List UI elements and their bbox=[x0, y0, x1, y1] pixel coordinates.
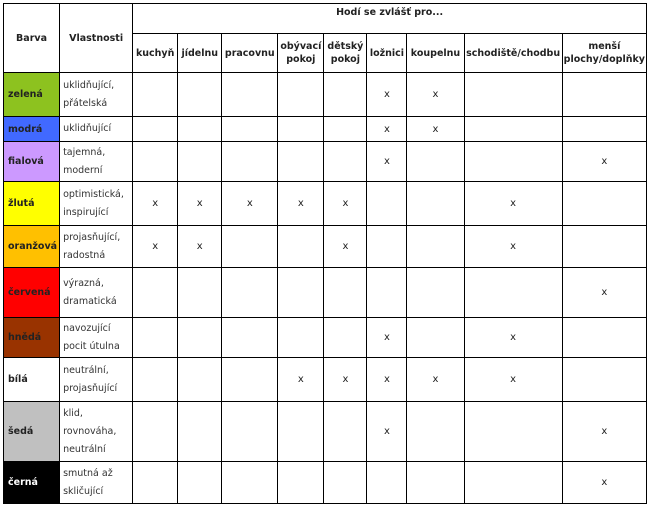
header-room: ložnici bbox=[367, 34, 407, 73]
suitability-cell bbox=[367, 318, 407, 358]
table-row bbox=[4, 402, 647, 462]
suitability-cell bbox=[278, 402, 324, 462]
suitability-cell bbox=[324, 402, 367, 462]
suitability-mark: x bbox=[432, 374, 439, 385]
suitability-cell bbox=[278, 358, 324, 402]
suitability-cell bbox=[407, 142, 464, 182]
suitability-cell bbox=[367, 142, 407, 182]
suitability-cell bbox=[324, 358, 367, 402]
suitability-cell bbox=[562, 358, 646, 402]
suitability-cell bbox=[562, 268, 646, 318]
suitability-mark: x bbox=[297, 198, 304, 209]
suitability-cell bbox=[464, 318, 562, 358]
suitability-mark: x bbox=[383, 123, 390, 135]
table-row bbox=[4, 268, 647, 318]
suitability-mark: x bbox=[383, 89, 390, 100]
suitability-cell bbox=[324, 117, 367, 142]
suitability-cell bbox=[278, 226, 324, 268]
suitability-cell bbox=[133, 358, 178, 402]
suitability-mark: x bbox=[383, 156, 390, 167]
color-name-cell: oranžová bbox=[4, 226, 60, 268]
suitability-mark: x bbox=[510, 374, 517, 385]
suitability-cell bbox=[464, 268, 562, 318]
suitability-mark: x bbox=[246, 198, 253, 209]
suitability-cell bbox=[464, 142, 562, 182]
suitability-cell bbox=[562, 226, 646, 268]
suitability-cell bbox=[562, 73, 646, 117]
suitability-cell bbox=[367, 226, 407, 268]
suitability-mark: x bbox=[383, 332, 390, 343]
color-name-cell: modrá bbox=[4, 117, 60, 142]
suitability-cell bbox=[222, 462, 278, 504]
suitability-cell bbox=[133, 402, 178, 462]
suitability-cell bbox=[367, 73, 407, 117]
suitability-cell bbox=[133, 73, 178, 117]
suitability-cell bbox=[562, 318, 646, 358]
color-name-cell: zelená bbox=[4, 73, 60, 117]
suitability-cell bbox=[222, 73, 278, 117]
suitability-cell bbox=[222, 117, 278, 142]
suitability-cell bbox=[178, 73, 222, 117]
header-room: pracovnu bbox=[222, 34, 278, 73]
suitability-cell bbox=[133, 226, 178, 268]
table-row bbox=[4, 462, 647, 504]
table-row bbox=[4, 182, 647, 226]
properties-cell: tajemná, moderní bbox=[60, 142, 133, 182]
header-room: menší plochy/doplňky bbox=[562, 34, 646, 73]
header-suited-for: Hodí se zvlášť pro... bbox=[133, 4, 647, 34]
properties-cell: neutrální, projasňující bbox=[60, 358, 133, 402]
suitability-cell bbox=[562, 462, 646, 504]
header-room: schodiště/chodbu bbox=[464, 34, 562, 73]
suitability-cell bbox=[407, 182, 464, 226]
suitability-cell bbox=[222, 226, 278, 268]
suitability-mark: x bbox=[510, 332, 517, 343]
suitability-cell bbox=[407, 226, 464, 268]
suitability-cell bbox=[133, 462, 178, 504]
suitability-cell bbox=[367, 402, 407, 462]
suitability-mark: x bbox=[297, 374, 304, 385]
suitability-mark: x bbox=[196, 198, 203, 209]
color-name-cell: červená bbox=[4, 268, 60, 318]
suitability-cell bbox=[464, 182, 562, 226]
suitability-cell bbox=[464, 358, 562, 402]
suitability-cell bbox=[178, 318, 222, 358]
color-name-cell: žlutá bbox=[4, 182, 60, 226]
suitability-cell bbox=[222, 142, 278, 182]
properties-cell: klid, rovnováha, neutrální bbox=[60, 402, 133, 462]
suitability-mark: x bbox=[432, 89, 439, 100]
suitability-cell bbox=[178, 462, 222, 504]
suitability-cell bbox=[133, 182, 178, 226]
properties-cell: uklidňující bbox=[60, 117, 133, 142]
suitability-mark: x bbox=[383, 374, 390, 385]
suitability-cell bbox=[324, 268, 367, 318]
suitability-cell bbox=[562, 402, 646, 462]
header-properties: Vlastnosti bbox=[60, 4, 133, 73]
properties-cell: projasňující, radostná bbox=[60, 226, 133, 268]
suitability-cell bbox=[407, 358, 464, 402]
table-row bbox=[4, 142, 647, 182]
suitability-mark: x bbox=[152, 241, 159, 252]
suitability-mark: x bbox=[601, 156, 608, 167]
suitability-mark: x bbox=[510, 198, 517, 209]
suitability-mark: x bbox=[342, 198, 349, 209]
color-suitability-table bbox=[3, 3, 647, 504]
suitability-cell bbox=[407, 268, 464, 318]
suitability-cell bbox=[407, 73, 464, 117]
table-row bbox=[4, 318, 647, 358]
suitability-cell bbox=[367, 268, 407, 318]
suitability-cell bbox=[133, 318, 178, 358]
header-room: koupelnu bbox=[407, 34, 464, 73]
suitability-cell bbox=[407, 402, 464, 462]
suitability-cell bbox=[562, 117, 646, 142]
suitability-cell bbox=[178, 142, 222, 182]
suitability-mark: x bbox=[342, 374, 349, 385]
table-row bbox=[4, 358, 647, 402]
suitability-cell bbox=[222, 182, 278, 226]
suitability-mark: x bbox=[383, 426, 390, 437]
color-name-cell: hnědá bbox=[4, 318, 60, 358]
suitability-cell bbox=[278, 117, 324, 142]
suitability-cell bbox=[324, 73, 367, 117]
suitability-mark: x bbox=[601, 477, 608, 488]
suitability-cell bbox=[178, 117, 222, 142]
suitability-cell bbox=[278, 462, 324, 504]
suitability-cell bbox=[464, 226, 562, 268]
header-room: kuchyň bbox=[133, 34, 178, 73]
suitability-cell bbox=[407, 117, 464, 142]
suitability-mark: x bbox=[342, 241, 349, 252]
suitability-cell bbox=[222, 268, 278, 318]
suitability-cell bbox=[324, 318, 367, 358]
suitability-cell bbox=[278, 182, 324, 226]
suitability-cell bbox=[133, 117, 178, 142]
suitability-cell bbox=[222, 358, 278, 402]
suitability-mark: x bbox=[601, 287, 608, 298]
properties-cell: smutná až skličující bbox=[60, 462, 133, 504]
suitability-cell bbox=[278, 268, 324, 318]
suitability-cell bbox=[464, 117, 562, 142]
suitability-cell bbox=[324, 182, 367, 226]
suitability-cell bbox=[278, 142, 324, 182]
suitability-cell bbox=[464, 73, 562, 117]
header-room: jídelnu bbox=[178, 34, 222, 73]
suitability-cell bbox=[178, 226, 222, 268]
suitability-mark: x bbox=[510, 241, 517, 252]
table-row bbox=[4, 226, 647, 268]
color-name-cell: fialová bbox=[4, 142, 60, 182]
suitability-mark: x bbox=[196, 241, 203, 252]
suitability-cell bbox=[324, 142, 367, 182]
suitability-cell bbox=[178, 402, 222, 462]
suitability-cell bbox=[464, 402, 562, 462]
suitability-cell bbox=[367, 117, 407, 142]
suitability-cell bbox=[178, 268, 222, 318]
suitability-cell bbox=[278, 318, 324, 358]
suitability-cell bbox=[133, 268, 178, 318]
suitability-cell bbox=[324, 462, 367, 504]
table-row bbox=[4, 73, 647, 117]
properties-cell: navozující pocit útulna bbox=[60, 318, 133, 358]
color-name-cell: bílá bbox=[4, 358, 60, 402]
suitability-cell bbox=[367, 358, 407, 402]
suitability-cell bbox=[133, 142, 178, 182]
suitability-cell bbox=[562, 182, 646, 226]
header-room: dětský pokoj bbox=[324, 34, 367, 73]
properties-cell: uklidňující, přátelská bbox=[60, 73, 133, 117]
suitability-cell bbox=[562, 142, 646, 182]
suitability-cell bbox=[367, 462, 407, 504]
properties-cell: optimistická, inspirující bbox=[60, 182, 133, 226]
suitability-cell bbox=[278, 73, 324, 117]
suitability-cell bbox=[222, 318, 278, 358]
suitability-cell bbox=[324, 226, 367, 268]
suitability-cell bbox=[178, 182, 222, 226]
suitability-cell bbox=[464, 462, 562, 504]
color-name-cell: šedá bbox=[4, 402, 60, 462]
suitability-cell bbox=[407, 462, 464, 504]
suitability-cell bbox=[222, 402, 278, 462]
properties-cell: výrazná, dramatická bbox=[60, 268, 133, 318]
header-room: obývací pokoj bbox=[278, 34, 324, 73]
suitability-cell bbox=[178, 358, 222, 402]
suitability-mark: x bbox=[432, 123, 439, 135]
suitability-mark: x bbox=[152, 198, 159, 209]
suitability-cell bbox=[407, 318, 464, 358]
suitability-mark: x bbox=[601, 426, 608, 437]
header-color: Barva bbox=[4, 4, 60, 73]
table-row bbox=[4, 117, 647, 142]
color-name-cell: černá bbox=[4, 462, 60, 504]
suitability-cell bbox=[367, 182, 407, 226]
